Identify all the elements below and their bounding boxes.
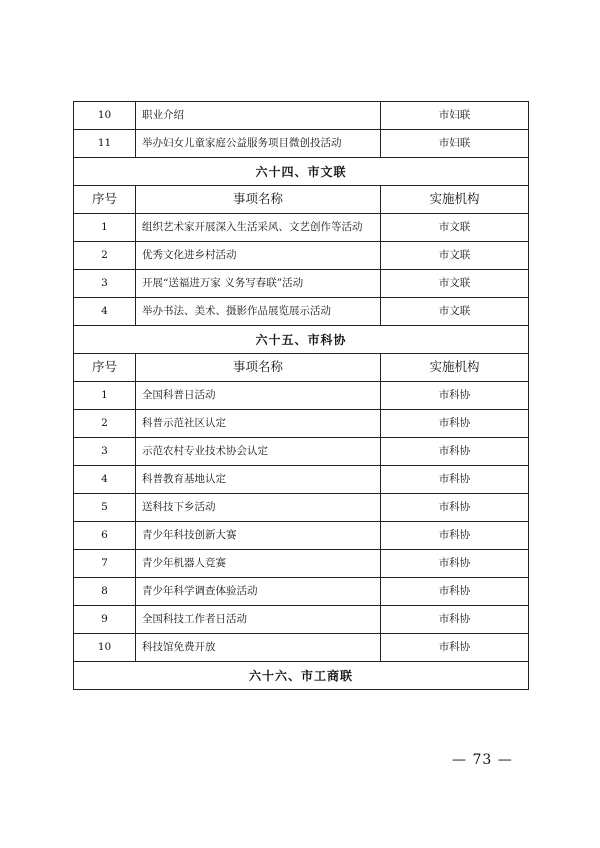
section-heading-row xyxy=(74,326,529,354)
header-agency: 实施机构 xyxy=(381,186,529,214)
item-name: 科技馆免费开放 xyxy=(136,634,381,662)
implementing-agency: 市妇联 xyxy=(381,130,529,158)
item-name: 全国科技工作者日活动 xyxy=(136,606,381,634)
table-row xyxy=(74,634,529,662)
item-name: 举办妇女儿童家庭公益服务项目微创投活动 xyxy=(136,130,381,158)
table-row xyxy=(74,550,529,578)
table-row xyxy=(74,410,529,438)
section-title: 六十六、市工商联 xyxy=(74,662,529,690)
table-row xyxy=(74,578,529,606)
implementing-agency: 市科协 xyxy=(381,522,529,550)
table-row xyxy=(74,298,529,326)
table-body xyxy=(74,102,529,690)
column-header-row xyxy=(74,354,529,382)
item-name: 开展“送福进万家 义务写春联”活动 xyxy=(136,270,381,298)
item-name: 科普示范社区认定 xyxy=(136,410,381,438)
item-name: 优秀文化进乡村活动 xyxy=(136,242,381,270)
row-number: 3 xyxy=(74,270,136,298)
implementing-agency: 市科协 xyxy=(381,578,529,606)
row-number: 11 xyxy=(74,130,136,158)
table-row xyxy=(74,466,529,494)
item-name: 全国科普日活动 xyxy=(136,382,381,410)
implementing-agency: 市科协 xyxy=(381,606,529,634)
row-number: 10 xyxy=(74,634,136,662)
implementing-agency: 市文联 xyxy=(381,242,529,270)
row-number: 4 xyxy=(74,466,136,494)
column-header-row xyxy=(74,186,529,214)
implementing-agency: 市科协 xyxy=(381,382,529,410)
item-name: 青少年科学调查体验活动 xyxy=(136,578,381,606)
row-number: 2 xyxy=(74,410,136,438)
section-heading-row xyxy=(74,158,529,186)
header-agency: 实施机构 xyxy=(381,354,529,382)
implementing-agency: 市文联 xyxy=(381,298,529,326)
header-item-name: 事项名称 xyxy=(136,186,381,214)
row-number: 10 xyxy=(74,102,136,130)
row-number: 4 xyxy=(74,298,136,326)
row-number: 9 xyxy=(74,606,136,634)
row-number: 8 xyxy=(74,578,136,606)
row-number: 1 xyxy=(74,214,136,242)
table-row xyxy=(74,270,529,298)
row-number: 3 xyxy=(74,438,136,466)
item-name: 组织艺术家开展深入生活采风、文艺创作等活动 xyxy=(136,214,381,242)
item-name: 青少年机器人竞赛 xyxy=(136,550,381,578)
implementing-agency: 市文联 xyxy=(381,270,529,298)
service-items-table xyxy=(73,101,529,690)
item-name: 职业介绍 xyxy=(136,102,381,130)
table-row xyxy=(74,242,529,270)
implementing-agency: 市科协 xyxy=(381,466,529,494)
page-number: — 73 — xyxy=(452,752,513,768)
section-title: 六十四、市文联 xyxy=(74,158,529,186)
header-number: 序号 xyxy=(74,186,136,214)
row-number: 6 xyxy=(74,522,136,550)
table-row xyxy=(74,102,529,130)
table-row xyxy=(74,494,529,522)
item-name: 科普教育基地认定 xyxy=(136,466,381,494)
implementing-agency: 市科协 xyxy=(381,410,529,438)
implementing-agency: 市妇联 xyxy=(381,102,529,130)
table-row xyxy=(74,606,529,634)
row-number: 7 xyxy=(74,550,136,578)
table-row xyxy=(74,382,529,410)
row-number: 2 xyxy=(74,242,136,270)
implementing-agency: 市科协 xyxy=(381,438,529,466)
implementing-agency: 市科协 xyxy=(381,494,529,522)
table-row xyxy=(74,438,529,466)
table-row xyxy=(74,130,529,158)
item-name: 青少年科技创新大赛 xyxy=(136,522,381,550)
header-item-name: 事项名称 xyxy=(136,354,381,382)
implementing-agency: 市科协 xyxy=(381,634,529,662)
item-name: 示范农村专业技术协会认定 xyxy=(136,438,381,466)
item-name: 举办书法、美术、摄影作品展览展示活动 xyxy=(136,298,381,326)
row-number: 5 xyxy=(74,494,136,522)
implementing-agency: 市文联 xyxy=(381,214,529,242)
table-row xyxy=(74,214,529,242)
header-number: 序号 xyxy=(74,354,136,382)
item-name: 送科技下乡活动 xyxy=(136,494,381,522)
table-row xyxy=(74,522,529,550)
implementing-agency: 市科协 xyxy=(381,550,529,578)
row-number: 1 xyxy=(74,382,136,410)
section-title: 六十五、市科协 xyxy=(74,326,529,354)
section-heading-row xyxy=(74,662,529,690)
